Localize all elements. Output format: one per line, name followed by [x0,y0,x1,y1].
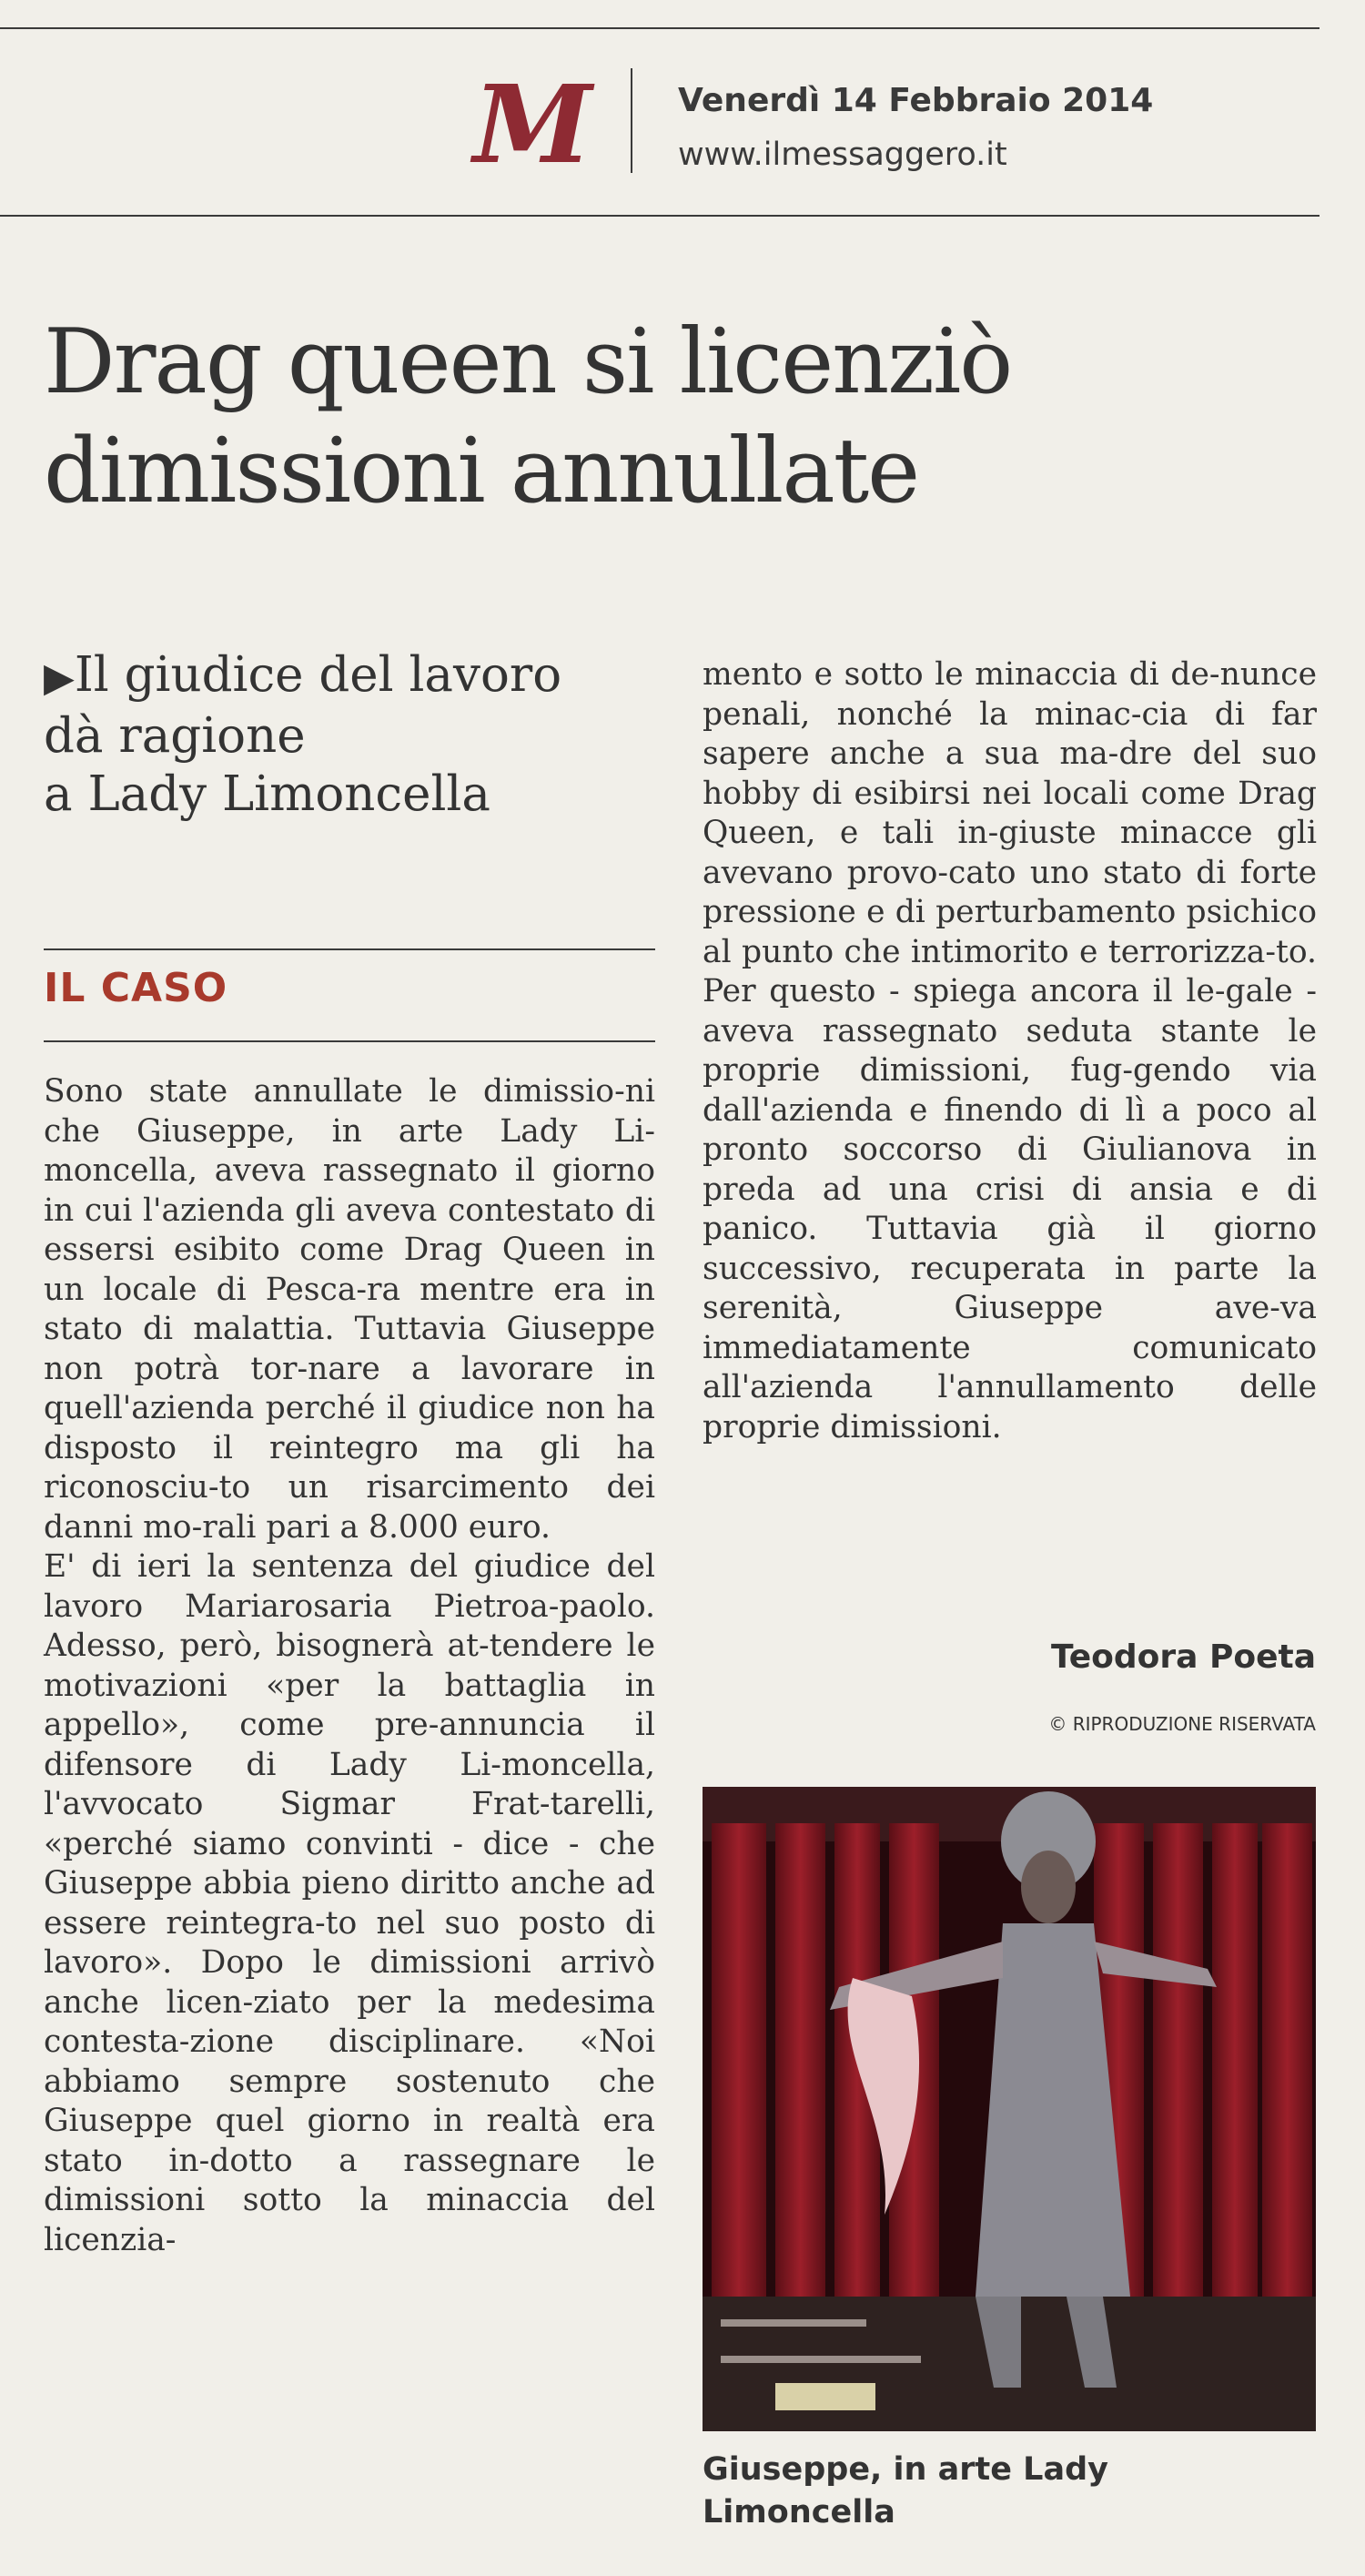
photo-caption [703,2449,1316,2534]
triangle-arrow-icon: ▶ [44,654,75,701]
article-headline [44,308,1336,526]
drag-queen-stage-photo [703,1787,1316,2431]
subhead-line-text: Il giudice del lavoro [74,647,562,703]
author-byline: Teodora Poeta [1050,1638,1316,1676]
article-photo [703,1787,1316,2431]
website-url: www.ilmessaggero.it [678,137,1007,173]
subhead-line [44,646,681,707]
article-column-right [703,655,1317,1447]
section-bottom-rule [44,1040,655,1042]
copyright-notice: © RIPRODUZIONE RISERVATA [1048,1713,1316,1735]
subhead-line: dà ragione [44,708,306,764]
masthead-bottom-rule [0,215,1320,217]
subhead-line: a Lady Limoncella [44,766,490,822]
top-rule [0,27,1320,29]
caption-line: Giuseppe, in arte Lady [703,2451,1108,2488]
article-paragraph: mento e sotto le minaccia di de-nunce penali, nonché la minac-cia di far sapere anche a sua ma-dre del suo hobby di esibirsi nei locali come Drag Queen, e tali in-giuste minacce gli avevano provo-cato uno stato di forte pressione e di perturbamento psichico al punto che intimorito e terrorizza-to. Per questo - spiega ancora il le-gale - aveva rassegnato seduta stante le proprie dimissioni, fug-gendo via dall'azienda e finendo di lì a poco al pronto soccorso di Giulianova in preda ad una crisi di ansia e di panico. Tuttavia già il giorno successivo, recuperata in parte la serenità, Giuseppe ave-va immediatamente comunicato all'azienda l'annullamento delle proprie dimissioni. [703,656,1317,1445]
headline-line: dimissioni annullate [44,420,919,523]
article-paragraph: Sono state annullate le dimissio-ni che Giuseppe, in arte Lady Li-moncella, aveva rassegnato il giorno in cui l'azienda gli aveva contestato di essersi esibito come Drag Queen in un locale di Pesca-ra mentre era in stato di malattia. Tuttavia Giuseppe non potrà tor-nare a lavorare in quell'azienda perché il giudice non ha disposto il reintegro ma gli ha riconosciu-to un risarcimento dei danni mo-rali pari a 8.000 euro. [44,1073,655,1546]
newspaper-logo-icon: M [473,61,592,188]
headline-line: Drag queen si licenziò [44,310,1012,414]
issue-date: Venerdì 14 Febbraio 2014 [678,82,1154,119]
section-label: IL CASO [44,965,228,1011]
article-subhead [44,646,681,824]
masthead-divider [631,68,632,173]
article-column-left [44,1072,655,2260]
article-paragraph: E' di ieri la sentenza del giudice del lavoro Mariarosaria Pietroa-paolo. Adesso, però, bisognerà at-tendere le motivazioni «per la battaglia in appello», come pre-annuncia il difensore di Lady Li-moncella, l'avvocato Sigmar Frat-tarelli, «perché siamo convinti - dice - che Giuseppe abbia pieno diritto anche ad essere reintegra-to nel suo posto di lavoro». Dopo le dimissioni arrivò anche licen-ziato per la medesima contesta-zione disciplinare. «Noi abbiamo sempre sostenuto che Giuseppe quel giorno in realtà era stato in-dotto a rassegnare le dimissioni sotto la minaccia del licenzia- [44,1548,655,2258]
caption-line: Limoncella [703,2494,895,2530]
section-top-rule [44,948,655,950]
